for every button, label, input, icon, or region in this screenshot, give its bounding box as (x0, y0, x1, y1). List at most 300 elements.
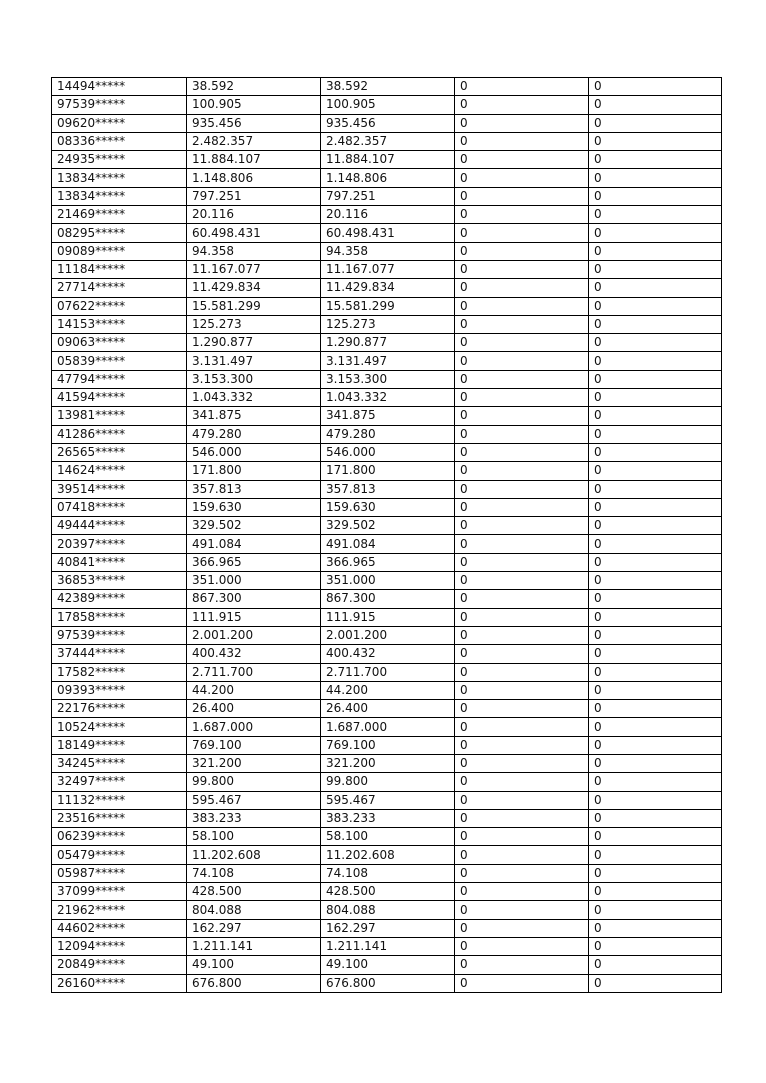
value-cell-2: 491.084 (321, 535, 455, 553)
value-cell-2: 3.153.300 (321, 370, 455, 388)
value-cell: 935.456 (187, 114, 321, 132)
value-cell-2: 804.088 (321, 901, 455, 919)
zero-cell: 0 (455, 498, 589, 516)
table-row (52, 974, 722, 992)
zero-cell-2: 0 (589, 956, 722, 974)
id-cell: 22176***** (52, 700, 187, 718)
table-row (52, 462, 722, 480)
zero-cell-2: 0 (589, 919, 722, 937)
table-row (52, 96, 722, 114)
value-cell: 595.467 (187, 791, 321, 809)
table-row (52, 590, 722, 608)
table-row (52, 517, 722, 535)
value-cell: 1.687.000 (187, 718, 321, 736)
value-cell: 49.100 (187, 956, 321, 974)
zero-cell: 0 (455, 883, 589, 901)
value-cell: 171.800 (187, 462, 321, 480)
table-row (52, 553, 722, 571)
value-cell-2: 383.233 (321, 809, 455, 827)
zero-cell-2: 0 (589, 498, 722, 516)
table-row (52, 919, 722, 937)
zero-cell-2: 0 (589, 169, 722, 187)
zero-cell-2: 0 (589, 297, 722, 315)
value-cell: 769.100 (187, 736, 321, 754)
table-row (52, 206, 722, 224)
value-cell-2: 38.592 (321, 78, 455, 96)
value-cell-2: 159.630 (321, 498, 455, 516)
value-cell: 2.711.700 (187, 663, 321, 681)
zero-cell-2: 0 (589, 389, 722, 407)
zero-cell-2: 0 (589, 480, 722, 498)
value-cell: 58.100 (187, 828, 321, 846)
value-cell: 366.965 (187, 553, 321, 571)
id-cell: 12094***** (52, 937, 187, 955)
zero-cell: 0 (455, 242, 589, 260)
table-row (52, 535, 722, 553)
zero-cell: 0 (455, 663, 589, 681)
id-cell: 34245***** (52, 754, 187, 772)
zero-cell: 0 (455, 809, 589, 827)
value-cell: 1.148.806 (187, 169, 321, 187)
id-cell: 24935***** (52, 151, 187, 169)
zero-cell-2: 0 (589, 626, 722, 644)
zero-cell: 0 (455, 645, 589, 663)
id-cell: 27714***** (52, 279, 187, 297)
table-row (52, 572, 722, 590)
id-cell: 14624***** (52, 462, 187, 480)
id-cell: 09063***** (52, 334, 187, 352)
id-cell: 11184***** (52, 260, 187, 278)
zero-cell-2: 0 (589, 242, 722, 260)
id-cell: 18149***** (52, 736, 187, 754)
id-cell: 08336***** (52, 132, 187, 150)
id-cell: 09089***** (52, 242, 187, 260)
zero-cell: 0 (455, 791, 589, 809)
value-cell: 94.358 (187, 242, 321, 260)
value-cell-2: 20.116 (321, 206, 455, 224)
value-cell-2: 44.200 (321, 681, 455, 699)
value-cell: 11.167.077 (187, 260, 321, 278)
zero-cell-2: 0 (589, 279, 722, 297)
zero-cell-2: 0 (589, 187, 722, 205)
value-cell-2: 595.467 (321, 791, 455, 809)
table-row (52, 151, 722, 169)
zero-cell-2: 0 (589, 443, 722, 461)
value-cell: 2.482.357 (187, 132, 321, 150)
table-row (52, 773, 722, 791)
value-cell-2: 1.211.141 (321, 937, 455, 955)
table-row (52, 681, 722, 699)
zero-cell: 0 (455, 754, 589, 772)
value-cell-2: 357.813 (321, 480, 455, 498)
value-cell: 383.233 (187, 809, 321, 827)
value-cell: 99.800 (187, 773, 321, 791)
id-cell: 41286***** (52, 425, 187, 443)
table-row (52, 645, 722, 663)
value-cell: 1.290.877 (187, 334, 321, 352)
zero-cell: 0 (455, 370, 589, 388)
zero-cell-2: 0 (589, 206, 722, 224)
zero-cell: 0 (455, 572, 589, 590)
value-cell-2: 11.884.107 (321, 151, 455, 169)
value-cell: 3.153.300 (187, 370, 321, 388)
zero-cell-2: 0 (589, 370, 722, 388)
value-cell: 428.500 (187, 883, 321, 901)
value-cell-2: 351.000 (321, 572, 455, 590)
zero-cell-2: 0 (589, 572, 722, 590)
zero-cell-2: 0 (589, 114, 722, 132)
value-cell-2: 1.687.000 (321, 718, 455, 736)
value-cell: 100.905 (187, 96, 321, 114)
value-cell: 321.200 (187, 754, 321, 772)
value-cell: 867.300 (187, 590, 321, 608)
id-cell: 42389***** (52, 590, 187, 608)
table-row (52, 828, 722, 846)
value-cell: 15.581.299 (187, 297, 321, 315)
table-row (52, 937, 722, 955)
zero-cell: 0 (455, 206, 589, 224)
table-row (52, 132, 722, 150)
zero-cell: 0 (455, 937, 589, 955)
data-table (51, 77, 722, 993)
table-row (52, 864, 722, 882)
zero-cell-2: 0 (589, 846, 722, 864)
table-row (52, 224, 722, 242)
zero-cell: 0 (455, 608, 589, 626)
table-row (52, 700, 722, 718)
value-cell-2: 676.800 (321, 974, 455, 992)
table-row (52, 663, 722, 681)
zero-cell: 0 (455, 169, 589, 187)
zero-cell-2: 0 (589, 96, 722, 114)
value-cell-2: 1.148.806 (321, 169, 455, 187)
id-cell: 21962***** (52, 901, 187, 919)
value-cell: 26.400 (187, 700, 321, 718)
zero-cell: 0 (455, 956, 589, 974)
value-cell-2: 341.875 (321, 407, 455, 425)
zero-cell-2: 0 (589, 407, 722, 425)
id-cell: 40841***** (52, 553, 187, 571)
table-row (52, 846, 722, 864)
table-row (52, 498, 722, 516)
value-cell-2: 111.915 (321, 608, 455, 626)
id-cell: 13834***** (52, 169, 187, 187)
zero-cell-2: 0 (589, 352, 722, 370)
id-cell: 17858***** (52, 608, 187, 626)
id-cell: 37444***** (52, 645, 187, 663)
zero-cell: 0 (455, 553, 589, 571)
value-cell-2: 26.400 (321, 700, 455, 718)
table-row (52, 883, 722, 901)
value-cell: 159.630 (187, 498, 321, 516)
value-cell-2: 58.100 (321, 828, 455, 846)
value-cell-2: 11.429.834 (321, 279, 455, 297)
id-cell: 08295***** (52, 224, 187, 242)
id-cell: 10524***** (52, 718, 187, 736)
table-body (52, 78, 722, 993)
value-cell: 2.001.200 (187, 626, 321, 644)
table-row (52, 260, 722, 278)
table-row (52, 425, 722, 443)
zero-cell-2: 0 (589, 974, 722, 992)
zero-cell-2: 0 (589, 700, 722, 718)
value-cell-2: 428.500 (321, 883, 455, 901)
id-cell: 36853***** (52, 572, 187, 590)
zero-cell: 0 (455, 352, 589, 370)
zero-cell: 0 (455, 462, 589, 480)
zero-cell: 0 (455, 297, 589, 315)
zero-cell-2: 0 (589, 809, 722, 827)
table-row (52, 736, 722, 754)
zero-cell-2: 0 (589, 224, 722, 242)
zero-cell: 0 (455, 773, 589, 791)
zero-cell: 0 (455, 425, 589, 443)
table-row (52, 169, 722, 187)
value-cell: 11.884.107 (187, 151, 321, 169)
zero-cell: 0 (455, 151, 589, 169)
value-cell: 357.813 (187, 480, 321, 498)
value-cell-2: 321.200 (321, 754, 455, 772)
zero-cell: 0 (455, 974, 589, 992)
id-cell: 20397***** (52, 535, 187, 553)
value-cell: 162.297 (187, 919, 321, 937)
zero-cell-2: 0 (589, 590, 722, 608)
zero-cell-2: 0 (589, 901, 722, 919)
value-cell: 3.131.497 (187, 352, 321, 370)
table-row (52, 608, 722, 626)
id-cell: 09393***** (52, 681, 187, 699)
zero-cell: 0 (455, 114, 589, 132)
zero-cell: 0 (455, 681, 589, 699)
zero-cell: 0 (455, 626, 589, 644)
value-cell-2: 769.100 (321, 736, 455, 754)
table-row (52, 187, 722, 205)
zero-cell-2: 0 (589, 517, 722, 535)
zero-cell: 0 (455, 407, 589, 425)
table-row (52, 407, 722, 425)
zero-cell: 0 (455, 443, 589, 461)
table-row (52, 443, 722, 461)
zero-cell: 0 (455, 315, 589, 333)
zero-cell-2: 0 (589, 663, 722, 681)
value-cell-2: 2.711.700 (321, 663, 455, 681)
value-cell-2: 546.000 (321, 443, 455, 461)
zero-cell: 0 (455, 901, 589, 919)
value-cell: 804.088 (187, 901, 321, 919)
zero-cell-2: 0 (589, 864, 722, 882)
value-cell: 44.200 (187, 681, 321, 699)
table-row (52, 352, 722, 370)
value-cell-2: 15.581.299 (321, 297, 455, 315)
value-cell: 11.202.608 (187, 846, 321, 864)
zero-cell-2: 0 (589, 462, 722, 480)
value-cell-2: 867.300 (321, 590, 455, 608)
id-cell: 26160***** (52, 974, 187, 992)
id-cell: 97539***** (52, 96, 187, 114)
id-cell: 09620***** (52, 114, 187, 132)
id-cell: 32497***** (52, 773, 187, 791)
zero-cell-2: 0 (589, 828, 722, 846)
value-cell: 797.251 (187, 187, 321, 205)
id-cell: 37099***** (52, 883, 187, 901)
zero-cell-2: 0 (589, 773, 722, 791)
zero-cell-2: 0 (589, 132, 722, 150)
zero-cell-2: 0 (589, 553, 722, 571)
table-row (52, 956, 722, 974)
value-cell-2: 329.502 (321, 517, 455, 535)
zero-cell: 0 (455, 517, 589, 535)
id-cell: 41594***** (52, 389, 187, 407)
value-cell-2: 99.800 (321, 773, 455, 791)
table-row (52, 718, 722, 736)
value-cell-2: 3.131.497 (321, 352, 455, 370)
table-row (52, 389, 722, 407)
zero-cell: 0 (455, 736, 589, 754)
zero-cell: 0 (455, 187, 589, 205)
zero-cell-2: 0 (589, 736, 722, 754)
zero-cell-2: 0 (589, 334, 722, 352)
value-cell: 74.108 (187, 864, 321, 882)
value-cell-2: 366.965 (321, 553, 455, 571)
value-cell: 11.429.834 (187, 279, 321, 297)
zero-cell: 0 (455, 919, 589, 937)
zero-cell: 0 (455, 535, 589, 553)
id-cell: 07622***** (52, 297, 187, 315)
value-cell-2: 60.498.431 (321, 224, 455, 242)
zero-cell-2: 0 (589, 937, 722, 955)
table-row (52, 242, 722, 260)
value-cell-2: 11.167.077 (321, 260, 455, 278)
value-cell-2: 2.001.200 (321, 626, 455, 644)
value-cell-2: 1.043.332 (321, 389, 455, 407)
zero-cell-2: 0 (589, 718, 722, 736)
id-cell: 44602***** (52, 919, 187, 937)
value-cell: 479.280 (187, 425, 321, 443)
value-cell: 329.502 (187, 517, 321, 535)
value-cell-2: 74.108 (321, 864, 455, 882)
zero-cell: 0 (455, 864, 589, 882)
id-cell: 11132***** (52, 791, 187, 809)
value-cell-2: 162.297 (321, 919, 455, 937)
table-row (52, 791, 722, 809)
id-cell: 05839***** (52, 352, 187, 370)
zero-cell: 0 (455, 828, 589, 846)
table-row (52, 114, 722, 132)
table-row (52, 315, 722, 333)
value-cell: 341.875 (187, 407, 321, 425)
value-cell: 20.116 (187, 206, 321, 224)
zero-cell-2: 0 (589, 791, 722, 809)
id-cell: 14153***** (52, 315, 187, 333)
zero-cell: 0 (455, 279, 589, 297)
zero-cell: 0 (455, 700, 589, 718)
id-cell: 05987***** (52, 864, 187, 882)
id-cell: 13834***** (52, 187, 187, 205)
value-cell: 125.273 (187, 315, 321, 333)
table-row (52, 279, 722, 297)
zero-cell: 0 (455, 78, 589, 96)
zero-cell-2: 0 (589, 535, 722, 553)
zero-cell-2: 0 (589, 883, 722, 901)
id-cell: 47794***** (52, 370, 187, 388)
zero-cell-2: 0 (589, 608, 722, 626)
table-row (52, 626, 722, 644)
id-cell: 39514***** (52, 480, 187, 498)
value-cell-2: 2.482.357 (321, 132, 455, 150)
table-row (52, 754, 722, 772)
value-cell-2: 400.432 (321, 645, 455, 663)
table-row (52, 78, 722, 96)
zero-cell: 0 (455, 132, 589, 150)
zero-cell: 0 (455, 718, 589, 736)
value-cell: 491.084 (187, 535, 321, 553)
value-cell: 1.043.332 (187, 389, 321, 407)
zero-cell: 0 (455, 389, 589, 407)
value-cell: 1.211.141 (187, 937, 321, 955)
value-cell-2: 94.358 (321, 242, 455, 260)
value-cell-2: 11.202.608 (321, 846, 455, 864)
zero-cell-2: 0 (589, 645, 722, 663)
id-cell: 17582***** (52, 663, 187, 681)
zero-cell: 0 (455, 224, 589, 242)
zero-cell: 0 (455, 96, 589, 114)
value-cell-2: 479.280 (321, 425, 455, 443)
value-cell-2: 171.800 (321, 462, 455, 480)
value-cell: 111.915 (187, 608, 321, 626)
zero-cell: 0 (455, 260, 589, 278)
zero-cell: 0 (455, 846, 589, 864)
id-cell: 13981***** (52, 407, 187, 425)
value-cell: 676.800 (187, 974, 321, 992)
zero-cell-2: 0 (589, 425, 722, 443)
id-cell: 20849***** (52, 956, 187, 974)
value-cell: 38.592 (187, 78, 321, 96)
zero-cell-2: 0 (589, 260, 722, 278)
id-cell: 06239***** (52, 828, 187, 846)
id-cell: 14494***** (52, 78, 187, 96)
table-row (52, 901, 722, 919)
table-row (52, 297, 722, 315)
value-cell-2: 797.251 (321, 187, 455, 205)
table-row (52, 480, 722, 498)
value-cell-2: 100.905 (321, 96, 455, 114)
zero-cell-2: 0 (589, 151, 722, 169)
zero-cell-2: 0 (589, 78, 722, 96)
zero-cell-2: 0 (589, 754, 722, 772)
zero-cell-2: 0 (589, 681, 722, 699)
value-cell-2: 935.456 (321, 114, 455, 132)
id-cell: 26565***** (52, 443, 187, 461)
value-cell: 351.000 (187, 572, 321, 590)
table-row (52, 809, 722, 827)
value-cell-2: 1.290.877 (321, 334, 455, 352)
zero-cell: 0 (455, 480, 589, 498)
zero-cell-2: 0 (589, 315, 722, 333)
zero-cell: 0 (455, 334, 589, 352)
value-cell: 546.000 (187, 443, 321, 461)
id-cell: 07418***** (52, 498, 187, 516)
id-cell: 21469***** (52, 206, 187, 224)
table-row (52, 334, 722, 352)
id-cell: 05479***** (52, 846, 187, 864)
id-cell: 97539***** (52, 626, 187, 644)
id-cell: 23516***** (52, 809, 187, 827)
zero-cell: 0 (455, 590, 589, 608)
value-cell: 60.498.431 (187, 224, 321, 242)
id-cell: 49444***** (52, 517, 187, 535)
value-cell-2: 49.100 (321, 956, 455, 974)
table-row (52, 370, 722, 388)
